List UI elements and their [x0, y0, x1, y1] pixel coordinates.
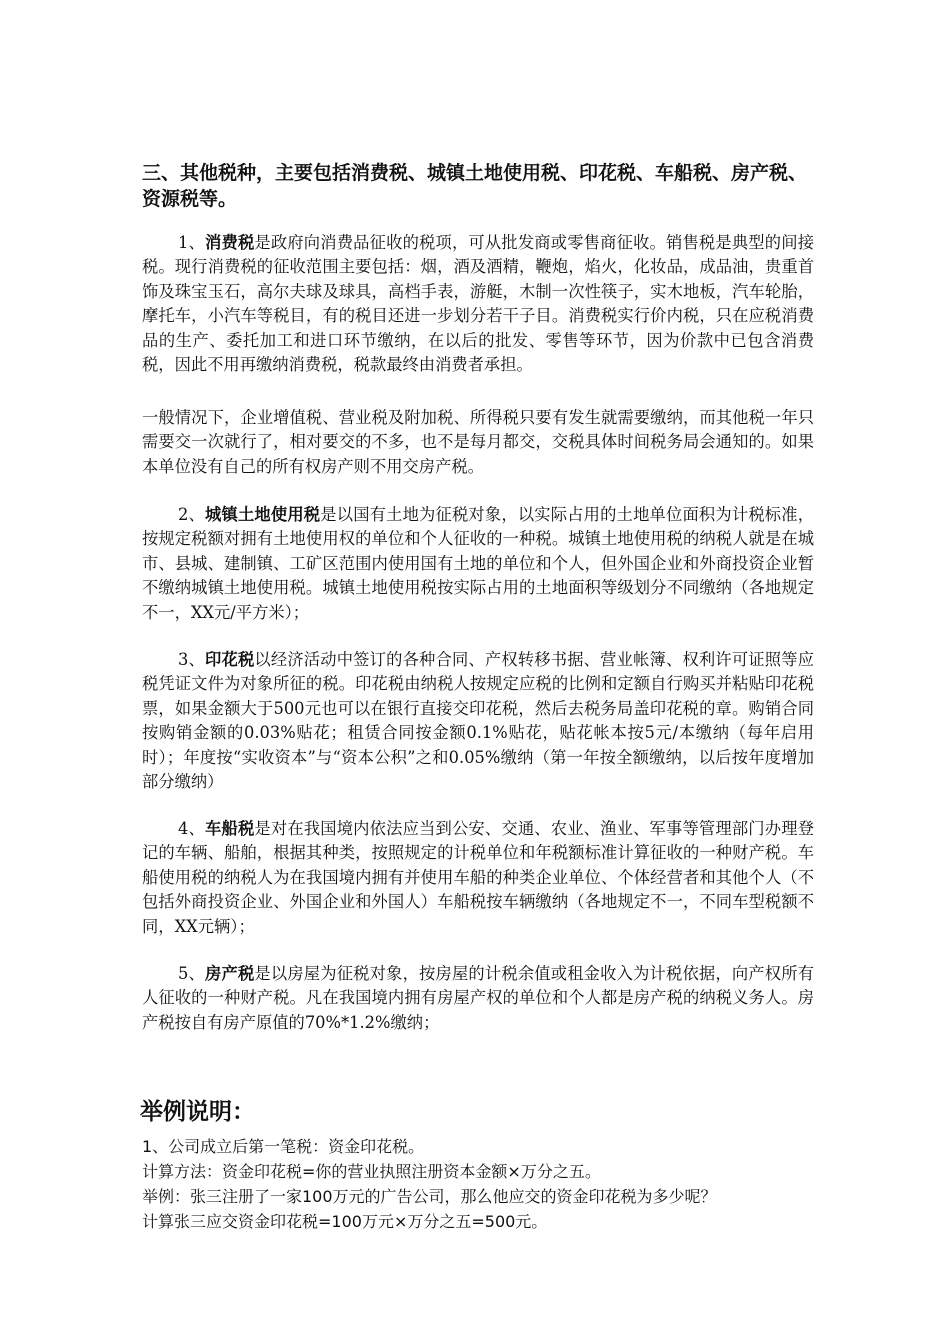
- item-consumption-tax: [142, 231, 814, 377]
- note-paragraph: 一般情况下，企业增值税、营业税及附加税、所得税只要有发生就需要缴纳，而其他税一年只需要交一次就行了，相对要交的不多，也不是每月都交，交税具体时间税务局会通知的。如果本单位没有自己的所有权房产则不用交房产税。: [142, 408, 814, 476]
- example-line: 举例：张三注册了一家100万元的广告公司，那么他应交的资金印花税为多少呢？: [142, 1187, 717, 1206]
- item-term: 车船税: [205, 819, 255, 838]
- item-text: 是以国有土地为征税对象，以实际占用的土地单位面积为计税标准，按规定税额对拥有土地使用权的单位和个人征收的一种税。城镇土地使用税的纳税人就是在城市、县城、建制镇、工矿区范围内使用国有土地的单位和个人，但外国企业和外商投资企业暂不缴纳城镇土地使用税。城镇土地使用税按实际占用的土地面积等级划分不同缴纳（各地规定不一，XX元/平方米）；: [142, 505, 814, 622]
- example-line: 计算张三应交资金印花税=100万元×万分之五=500元。: [142, 1212, 548, 1231]
- item-text: 是政府向消费品征收的税项，可从批发商或零售商征收。销售税是典型的间接税。现行消费税的征收范围主要包括：烟，酒及酒精，鞭炮，焰火，化妆品，成品油，贵重首饰及珠宝玉石，高尔夫球及球具，高档手表，游艇，木制一次性筷子，实木地板，汽车轮胎，摩托车，小汽车等税目，有的税目还进一步划分若干子目。消费税实行价内税，只在应税消费品的生产、委托加工和进口环节缴纳，在以后的批发、零售等环节，因为价款中已包含消费税，因此不用再缴纳消费税，税款最终由消费者承担。: [142, 233, 814, 375]
- item-stamp-tax: [142, 648, 814, 794]
- item-number: 4、: [178, 819, 206, 838]
- item-text: 以经济活动中签订的各种合同、产权转移书据、营业帐簿、权利许可证照等应税凭证文件为对象所征的税。印花税由纳税人按规定应税的比例和定额自行购买并粘贴印花税票，如果金额大于500元也可以在银行直接交印花税，然后去税务局盖印花税的章。购销合同按购销金额的0.03%贴花；租赁合同按金额0.1%贴花，贴花帐本按5元/本缴纳（每年启用时）；年度按“实收资本”与“资本公积”之和0.05%缴纳（第一年按全额缴纳，以后按年度增加部分缴纳）: [142, 650, 814, 792]
- item-term: 房产税: [205, 964, 255, 983]
- item-term: 印花税: [205, 650, 255, 669]
- item-land-use-tax: [142, 503, 814, 625]
- item-text: 是以房屋为征税对象，按房屋的计税余值或租金收入为计税依据，向产权所有人征收的一种财产税。凡在我国境内拥有房屋产权的单位和个人都是房产税的纳税义务人。房产税按自有房产原值的70%*1.2%缴纳；: [142, 964, 814, 1032]
- item-number: 5、: [178, 964, 206, 983]
- example-title: 举例说明：: [140, 1099, 255, 1125]
- section-heading: 三、其他税种，主要包括消费税、城镇土地使用税、印花税、车船税、房产税、资源税等。: [142, 162, 808, 210]
- item-number: 1、: [178, 233, 206, 252]
- item-text: 是对在我国境内依法应当到公安、交通、农业、渔业、军事等管理部门办理登记的车辆、船舶，根据其种类，按照规定的计税单位和年税额标准计算征收的一种财产税。车船使用税的纳税人为在我国境内拥有并使用车船的种类企业单位、个体经营者和其他个人（不包括外商投资企业、外国企业和外国人）车船税按车辆缴纳（各地规定不一，不同车型税额不同，XX元辆）；: [142, 819, 814, 936]
- item-vehicle-tax: [142, 817, 814, 939]
- item-property-tax: [142, 962, 814, 1035]
- item-number: 2、: [178, 505, 206, 524]
- item-term: 消费税: [205, 233, 255, 252]
- item-term: 城镇土地使用税: [205, 505, 321, 524]
- example-line: 计算方法：资金印花税=你的营业执照注册资本金额×万分之五。: [142, 1162, 601, 1181]
- example-line: 1、公司成立后第一笔税：资金印花税。: [142, 1137, 425, 1156]
- item-number: 3、: [178, 650, 206, 669]
